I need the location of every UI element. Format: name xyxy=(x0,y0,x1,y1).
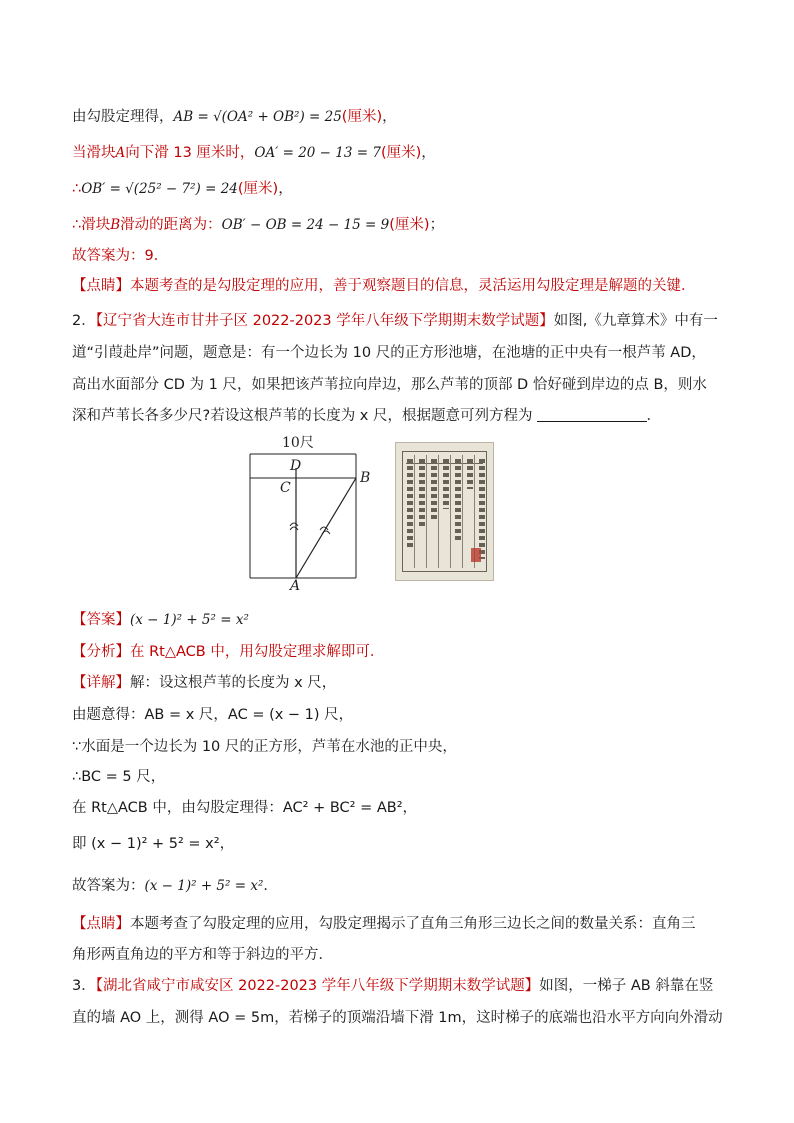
detail-line-4 xyxy=(72,767,165,787)
text-column xyxy=(455,459,461,543)
red-seal xyxy=(471,548,481,562)
text: 当滑块 xyxy=(72,145,116,161)
tag-label: 【点睛】 xyxy=(72,278,130,294)
column-rule xyxy=(462,455,463,568)
step-line-2 xyxy=(72,143,436,163)
question-text: 高出水面部分 CD 为 1 尺，如果把该芦苇拉向岸边，那么芦苇的顶部 D 恰好碰到岸边的点 B，则水 xyxy=(72,377,707,393)
label-B: B xyxy=(360,470,371,486)
formula: OA′ = 20 − 13 = 7 xyxy=(254,145,381,161)
punct: ． xyxy=(263,878,278,894)
unit: (厘米) xyxy=(237,181,279,197)
var: A xyxy=(115,145,126,161)
punct: ， xyxy=(421,145,436,161)
q3-line-1 xyxy=(72,976,713,996)
comment-text: 本题考查的是勾股定理的应用，善于观察题目的信息，灵活运用勾股定理是解题的关键． xyxy=(130,278,696,294)
punct: ； xyxy=(429,217,445,233)
pond-diagram xyxy=(242,430,372,590)
question-text: 如图,《九章算术》中有一 xyxy=(553,313,718,329)
note-line-2 xyxy=(72,945,333,965)
formula: OB′ − OB = 24 − 15 = 9 xyxy=(221,217,390,233)
analysis-row xyxy=(72,642,384,662)
label-D: D xyxy=(290,458,302,474)
question-source: 【湖北省咸宁市咸安区 2022-2023 学年八年级下学期期末数学试题】 xyxy=(95,978,540,994)
detail-line-5 xyxy=(72,798,417,818)
tag-label: 【详解】 xyxy=(72,675,130,691)
q2-line-3 xyxy=(72,375,707,395)
text-column xyxy=(407,459,413,549)
formula: OB′ = √(25² − 7²) = 24 xyxy=(81,181,238,197)
label-10chi: 10尺 xyxy=(282,435,314,451)
text: ∴滑块 xyxy=(72,217,111,233)
formula: AB = √(OA² + OB²) = 25 xyxy=(173,109,342,125)
label-C: C xyxy=(280,480,291,496)
punct: ． xyxy=(646,408,661,424)
step-line-1 xyxy=(72,107,397,127)
text: 向下滑 13 厘米时， xyxy=(125,145,255,161)
tag-label: 【分析】 xyxy=(72,644,130,660)
unit: (厘米) xyxy=(389,217,430,233)
label-A: A xyxy=(290,578,301,590)
detail-line-7 xyxy=(72,876,278,896)
unit: (厘米) xyxy=(341,109,383,125)
note-line-1 xyxy=(72,914,696,934)
q2-line-1 xyxy=(72,311,718,331)
text-column xyxy=(467,459,473,489)
text: 故答案为： xyxy=(72,878,145,894)
question-number: 2． xyxy=(72,313,96,329)
question-source: 【辽宁省大连市甘井子区 2022-2023 学年八年级下学期期末数学试题】 xyxy=(95,313,554,329)
unit: (厘米) xyxy=(380,145,422,161)
question-text: 直的墙 AO 上，测得 AO = 5m，若梯子的顶端沿墙下滑 1m，这时梯子的底端也沿水平方向向外滑动 xyxy=(72,1010,723,1026)
question-text: 道“引葭赴岸”问题，题意是：有一个边长为 10 尺的正方形池塘，在池塘的正中央有一根芦苇 AD， xyxy=(72,345,706,361)
detail-text: 由题意得：AB = x 尺，AC = (x − 1) 尺， xyxy=(72,707,354,723)
question-number: 3． xyxy=(72,978,96,994)
answer-value: 9 xyxy=(144,248,154,264)
q2-line-4 xyxy=(72,406,661,426)
step-line-4 xyxy=(72,215,444,235)
ancient-book-image xyxy=(395,442,494,581)
text-column xyxy=(431,459,437,519)
detail-text: 在 Rt△ACB 中，由勾股定理得：AC² + BC² = AB²， xyxy=(72,800,418,816)
note-text: 本题考查了勾股定理的应用，勾股定理揭示了直角三角形三边长之间的数量关系：直角三 xyxy=(130,916,696,932)
analysis-text: 在 Rt△ACB 中，用勾股定理求解即可． xyxy=(130,644,385,660)
detail-line-3 xyxy=(72,737,457,757)
answer-blank xyxy=(537,407,647,422)
text-column xyxy=(443,459,449,509)
tag-label: 【点睛】 xyxy=(72,916,130,932)
punct: ， xyxy=(382,109,397,125)
comment-line xyxy=(72,276,696,296)
text-column xyxy=(479,459,485,559)
column-rule xyxy=(426,455,427,568)
text: 由勾股定理得， xyxy=(72,109,174,125)
detail-text: 即 (x − 1)² + 5² = x²， xyxy=(72,836,235,852)
column-rule xyxy=(450,455,451,568)
column-rule xyxy=(438,455,439,568)
answer-line xyxy=(72,246,168,266)
answer-formula: (x − 1)² + 5² = x² xyxy=(130,612,249,628)
detail-text: ∵水面是一个边长为 10 尺的正方形，芦苇在水池的正中央， xyxy=(72,739,457,755)
text: 故答案为： xyxy=(72,248,145,264)
detail-text: ∴BC = 5 尺， xyxy=(72,769,166,785)
punct: ， xyxy=(278,181,293,197)
var: B xyxy=(110,217,121,233)
text: 滑动的距离为： xyxy=(120,217,222,233)
column-rule xyxy=(414,455,415,568)
q2-line-2 xyxy=(72,343,706,363)
detail-line-6 xyxy=(72,834,234,854)
question-text: 深和芦苇长各多少尺?若设这根芦苇的长度为 x 尺，根据题意可列方程为 xyxy=(72,408,533,424)
text-column xyxy=(419,459,425,529)
question-text: 如图，一梯子 AB 斜靠在竖 xyxy=(539,978,714,994)
q3-line-2 xyxy=(72,1008,723,1028)
therefore-symbol: ∴ xyxy=(72,181,82,197)
note-text: 角形两直角边的平方和等于斜边的平方． xyxy=(72,947,333,963)
tag-label: 【答案】 xyxy=(72,612,130,628)
formula: (x − 1)² + 5² = x² xyxy=(144,878,264,894)
detail-text: 解：设这根芦苇的长度为 x 尺， xyxy=(130,675,337,691)
equal-mark-1 xyxy=(290,523,298,530)
punct: ． xyxy=(153,248,169,264)
detail-line-2 xyxy=(72,705,353,725)
detail-row xyxy=(72,673,336,693)
answer-row xyxy=(72,610,249,630)
step-line-3 xyxy=(72,179,293,199)
